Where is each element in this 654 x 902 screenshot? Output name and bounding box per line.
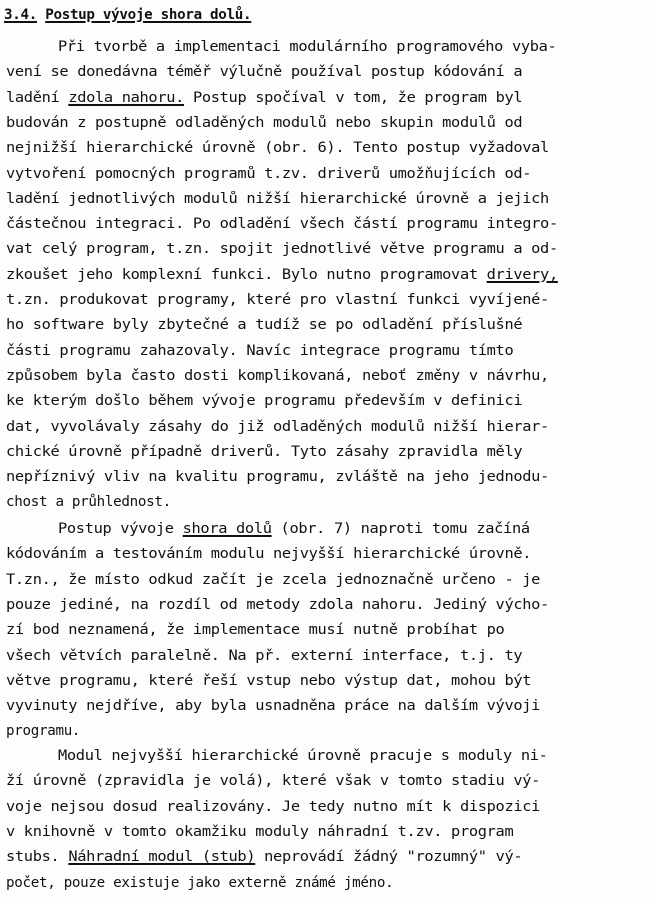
text-run: částečnou integraci. Po odladění všech částí programu integro-	[6, 216, 558, 233]
text-run: programu.	[6, 723, 81, 740]
heading-title: Postup vývoje shora dolů.	[45, 7, 252, 23]
text-run: Při tvorbě a implementaci modulárního programového vyba-	[58, 39, 557, 55]
text-line	[6, 418, 549, 436]
underlined-term: zdola nahoru.	[68, 89, 185, 106]
text-run: ladění	[6, 89, 69, 106]
text-line	[6, 672, 531, 690]
text-line	[6, 165, 531, 183]
text-run: vat celý program, t.zn. spojit jednotlivé větve programu a od-	[6, 241, 558, 258]
text-line	[6, 316, 522, 334]
text-run: vyvinuty nejdříve, aby byla usnadněna práce na dalším vývoji	[6, 698, 541, 715]
text-run: zkoušet jeho komplexní funkci. Bylo nutno programovat	[6, 266, 487, 283]
text-line	[6, 798, 540, 816]
text-line	[6, 493, 171, 511]
text-run: kódováním a testováním modulu nejvyšší hierarchické úrovně.	[6, 546, 532, 563]
text-line	[6, 139, 549, 157]
page-heading	[4, 6, 251, 24]
text-run: větve programu, které řeší vstup nebo výstup dat, mohou být	[6, 672, 532, 689]
heading-number: 3.4.	[4, 7, 37, 23]
text-line	[6, 621, 504, 639]
text-line	[6, 89, 522, 107]
text-run: stubs.	[6, 849, 69, 866]
underlined-term: drivery,	[486, 266, 558, 283]
text-run: způsobem byla často dosti komplikovaná, neboť změny v návrhu,	[6, 367, 549, 384]
text-run: budován z postupně odladěných modulů nebo skupin modulů od	[6, 114, 523, 131]
text-line	[6, 190, 549, 208]
text-run: Modul nejvyšší hierarchické úrovně pracuje s moduly ni-	[58, 748, 548, 764]
text-line	[6, 266, 558, 284]
text-run: (obr. 7) naproti tomu začíná	[271, 521, 530, 537]
text-run: Postup vývoje	[58, 521, 183, 537]
text-line	[6, 63, 522, 81]
text-run: zí bod neznamená, že implementace musí nutně probíhat po	[6, 622, 505, 639]
text-line	[6, 342, 513, 360]
text-line	[6, 468, 549, 486]
text-line	[58, 747, 548, 765]
underlined-term: shora dolů	[182, 521, 272, 537]
text-run: ho software byly zbytečné a tudíž se po odladění příslušné	[6, 317, 523, 334]
underlined-term: Náhradní modul (stub)	[68, 849, 256, 866]
text-line	[6, 596, 549, 614]
text-line	[6, 367, 549, 385]
text-line	[6, 215, 558, 233]
text-line	[6, 114, 522, 132]
text-line	[6, 647, 522, 665]
text-run: počet, pouze existuje jako externě známé jméno.	[6, 874, 394, 891]
text-line	[6, 392, 522, 410]
text-run: chost a průhlednost.	[6, 494, 171, 511]
text-run: vení se donedávna téměř výlučně používal postup kódování a	[6, 64, 523, 81]
text-run: nejnižší hierarchické úrovně (obr. 6). Tento postup vyžadoval	[6, 140, 549, 157]
text-run: ke kterým došlo během vývoje programu především v definici	[6, 393, 523, 410]
text-run: Postup spočíval v tom, že program byl	[184, 89, 523, 106]
text-run: T.zn., že místo odkud začít je zcela jednoznačně určeno - je	[6, 571, 541, 588]
text-line	[6, 772, 540, 790]
text-run: nepříznivý vliv na kvalitu programu, zvláště na jeho jednodu-	[6, 469, 549, 486]
text-run: neprovádí žádný "rozumný" vý-	[255, 849, 523, 866]
text-run: dat, vyvolávaly zásahy do již odladěných modulů nižší hierar-	[6, 418, 549, 435]
text-run: ží úrovně (zpravidla je volá), které však v tomto stadiu vý-	[6, 773, 541, 790]
text-line	[58, 38, 556, 56]
text-run: v knihovně v tomto okamžiku moduly náhradní t.zv. program	[6, 823, 514, 840]
text-line	[6, 874, 393, 892]
text-line	[6, 291, 549, 309]
text-run: voje nejsou dosud realizovány. Je tedy nutno mít k dispozici	[6, 798, 541, 815]
text-run: pouze jediné, na rozdíl od metody zdola nahoru. Jediný výcho-	[6, 596, 549, 613]
text-line	[6, 848, 522, 866]
text-run: t.zn. produkovat programy, které pro vlastní funkci vyvíjené-	[6, 292, 549, 308]
text-line	[6, 823, 513, 841]
text-line	[6, 545, 531, 563]
text-run: části programu zahazovaly. Navíc integrace programu tímto	[6, 342, 514, 359]
text-run: chické úrovně případně driverů. Tyto zásahy zpravidla měly	[6, 443, 523, 460]
text-line	[6, 240, 558, 258]
text-run: všech větvích paralelně. Na př. externí interface, t.j. ty	[6, 647, 523, 664]
text-line	[58, 520, 530, 538]
text-run: vytvoření pomocných programů t.zv. driverů umožňujících od-	[6, 165, 532, 182]
text-line	[6, 571, 540, 589]
text-line	[6, 443, 522, 461]
text-run: ladění jednotlivých modulů nižší hierarchické úrovně a jejich	[6, 190, 549, 207]
text-line	[6, 722, 80, 740]
text-line	[6, 697, 540, 715]
